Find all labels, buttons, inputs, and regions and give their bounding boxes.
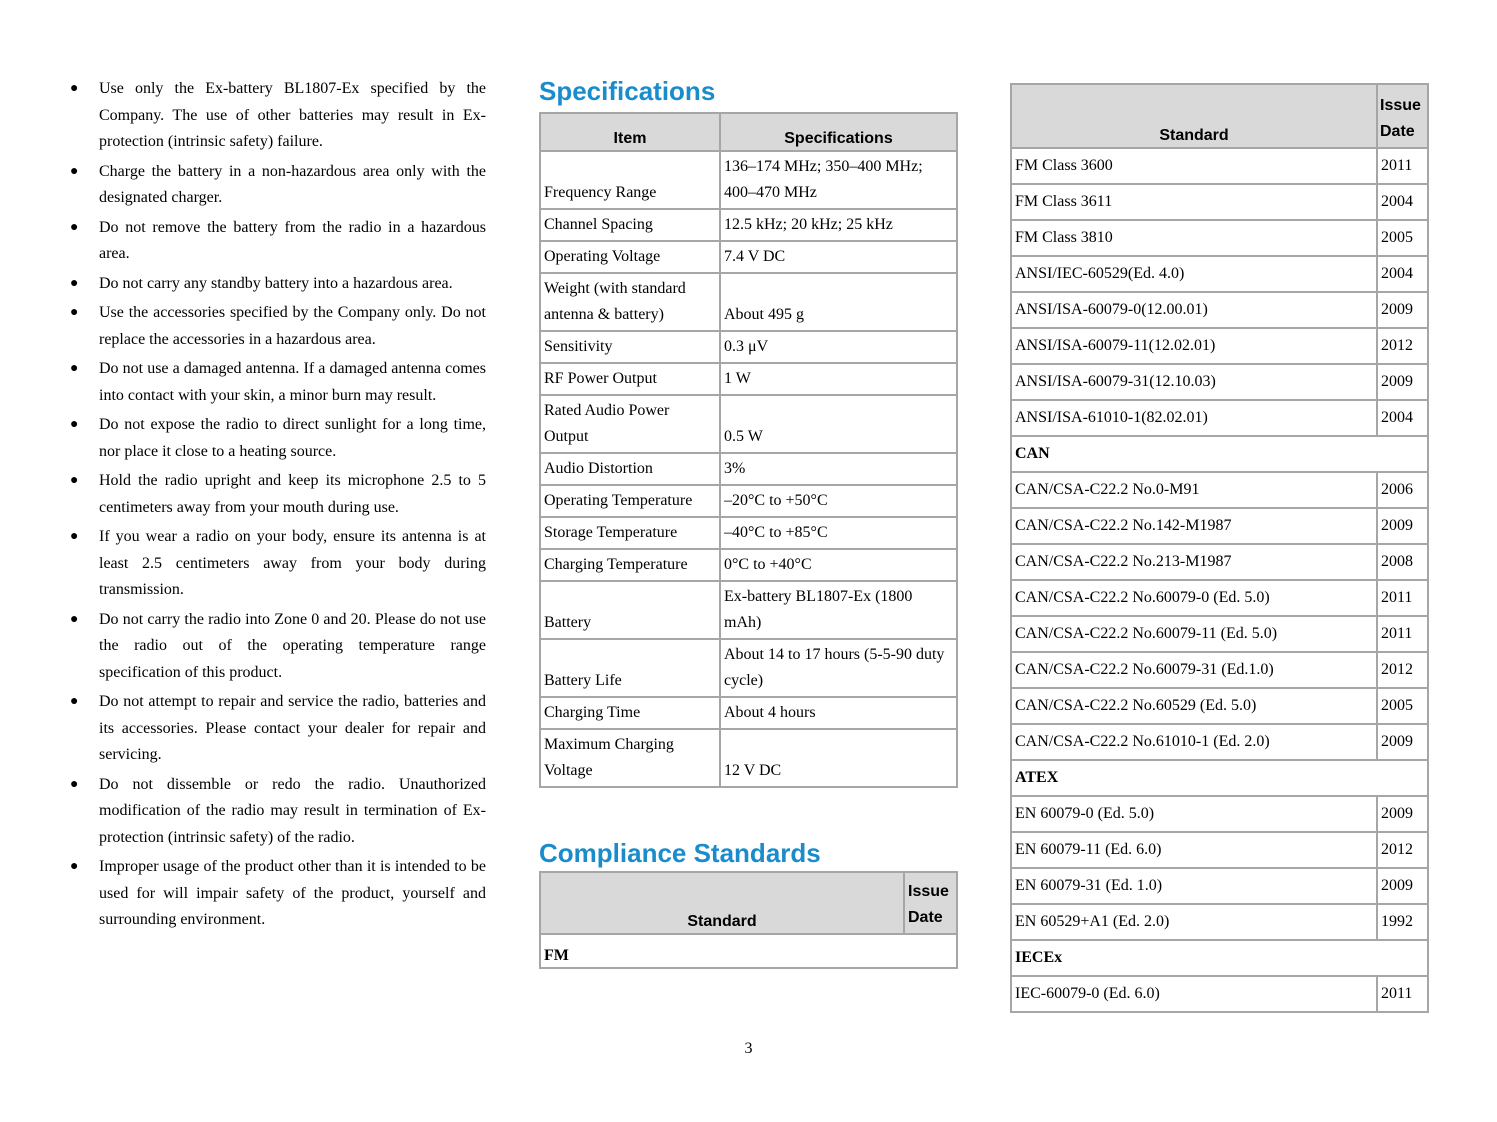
list-item [68, 607, 486, 687]
list-item-text: Do not expose the radio to direct sunlight for a long time, nor place it close to a heating source. [99, 416, 486, 460]
spec-value-cell: 0°C to +40°C [720, 549, 957, 581]
spec-value-cell: 1 W [720, 363, 957, 395]
issue-date-cell: 2012 [1377, 832, 1428, 868]
column-header-standard: Standard [540, 872, 904, 934]
standard-cell: EN 60079-31 (Ed. 1.0) [1011, 868, 1377, 904]
spec-item-cell: Sensitivity [540, 331, 720, 363]
standard-cell: EN 60079-11 (Ed. 6.0) [1011, 832, 1377, 868]
list-item-text: Do not use a damaged antenna. If a damaged antenna comes into contact with your skin, a minor burn may result. [99, 360, 486, 404]
spec-value-cell: Ex-battery BL1807-Ex (1800 mAh) [720, 581, 957, 639]
list-item [68, 271, 486, 298]
table-row [1011, 220, 1428, 256]
group-label: ATEX [1011, 760, 1428, 796]
table-row [1011, 832, 1428, 868]
table-row [540, 209, 957, 241]
list-item-text: Improper usage of the product other than it is intended to be used for will impair safety of the product, yourself and surrounding environment. [99, 858, 486, 928]
issue-date-cell: 2012 [1377, 652, 1428, 688]
issue-date-cell: 2005 [1377, 220, 1428, 256]
spec-value-cell: 136–174 MHz; 350–400 MHz; 400–470 MHz [720, 151, 957, 209]
issue-date-cell: 2009 [1377, 724, 1428, 760]
bullet-icon: ● [70, 305, 79, 320]
list-item [68, 412, 486, 465]
list-item-text: Hold the radio upright and keep its microphone 2.5 to 5 centimeters away from your mouth during use. [99, 472, 486, 516]
spec-item-cell: Channel Spacing [540, 209, 720, 241]
group-label: IECEx [1011, 940, 1428, 976]
table-row [1011, 256, 1428, 292]
issue-date-cell: 2009 [1377, 796, 1428, 832]
table-row [540, 331, 957, 363]
table-row [1011, 508, 1428, 544]
issue-date-cell: 2008 [1377, 544, 1428, 580]
table-row [540, 363, 957, 395]
list-item [68, 300, 486, 353]
column-header-item: Item [540, 113, 720, 151]
column-header-issue-date: Issue Date [1377, 84, 1428, 148]
spec-item-cell: Charging Time [540, 697, 720, 729]
standard-cell: FM Class 3600 [1011, 148, 1377, 184]
table-row [1011, 292, 1428, 328]
table-row [1011, 544, 1428, 580]
standard-cell: CAN/CSA-C22.2 No.213-M1987 [1011, 544, 1377, 580]
compliance-standards-title: Compliance Standards [539, 838, 821, 868]
table-row [1011, 580, 1428, 616]
issue-date-cell: 2012 [1377, 328, 1428, 364]
list-item [68, 689, 486, 769]
standard-cell: CAN/CSA-C22.2 No.142-M1987 [1011, 508, 1377, 544]
column-header-specifications: Specifications [720, 113, 957, 151]
table-row [1011, 724, 1428, 760]
table-row [1011, 148, 1428, 184]
issue-date-cell: 2011 [1377, 580, 1428, 616]
bullet-icon: ● [70, 529, 79, 544]
issue-date-cell: 2011 [1377, 976, 1428, 1012]
spec-item-cell: Operating Temperature [540, 485, 720, 517]
table-row [1011, 436, 1428, 472]
spec-value-cell: 0.3 μV [720, 331, 957, 363]
spec-value-cell: About 495 g [720, 273, 957, 331]
table-row [1011, 904, 1428, 940]
standard-cell: ANSI/ISA-60079-0(12.00.01) [1011, 292, 1377, 328]
specifications-table [539, 112, 958, 788]
list-item-text: Do not dissemble or redo the radio. Unauthorized modification of the radio may result in termination of Ex-protection (intrinsic safety) of the radio. [99, 775, 486, 846]
spec-item-cell: Maximum Charging Voltage [540, 729, 720, 787]
specifications-title: Specifications [539, 76, 716, 106]
spec-item-cell: Audio Distortion [540, 453, 720, 485]
spec-item-cell: Charging Temperature [540, 549, 720, 581]
group-label-fm: FM [540, 934, 957, 968]
issue-date-cell: 2009 [1377, 508, 1428, 544]
issue-date-cell: 2005 [1377, 688, 1428, 724]
spec-item-cell: Operating Voltage [540, 241, 720, 273]
group-label: CAN [1011, 436, 1428, 472]
list-item [68, 159, 486, 212]
list-item [68, 524, 486, 604]
standard-cell: ANSI/ISA-60079-31(12.10.03) [1011, 364, 1377, 400]
table-row [540, 273, 957, 331]
list-item-text: If you wear a radio on your body, ensure its antenna is at least 2.5 centimeters away from your body during transmission. [99, 528, 486, 598]
table-header-row [540, 872, 957, 934]
table-row [540, 934, 957, 968]
spec-item-cell: RF Power Output [540, 363, 720, 395]
standard-cell: FM Class 3810 [1011, 220, 1377, 256]
list-item [68, 854, 486, 934]
standard-cell: CAN/CSA-C22.2 No.60079-31 (Ed.1.0) [1011, 652, 1377, 688]
table-row [540, 639, 957, 697]
list-item-text: Use the accessories specified by the Company only. Do not replace the accessories in a hazardous area. [99, 304, 486, 348]
compliance-table-part2 [1010, 83, 1429, 1013]
spec-item-cell: Rated Audio Power Output [540, 395, 720, 453]
issue-date-cell: 2004 [1377, 184, 1428, 220]
standard-cell: EN 60079-0 (Ed. 5.0) [1011, 796, 1377, 832]
table-row [540, 241, 957, 273]
issue-date-cell: 2009 [1377, 292, 1428, 328]
column-header-issue-date: Issue Date [904, 872, 957, 934]
table-row [1011, 616, 1428, 652]
issue-date-cell: 2006 [1377, 472, 1428, 508]
bullet-icon: ● [70, 275, 79, 291]
bullet-icon: ● [70, 611, 79, 627]
spec-value-cell: 0.5 W [720, 395, 957, 453]
table-row [540, 151, 957, 209]
bullet-icon: ● [70, 81, 79, 96]
bullet-icon: ● [70, 361, 79, 376]
table-row [1011, 760, 1428, 796]
issue-date-cell: 2009 [1377, 364, 1428, 400]
safety-precautions-list [68, 76, 486, 937]
issue-date-cell: 2004 [1377, 400, 1428, 436]
table-row [1011, 328, 1428, 364]
list-item [68, 76, 486, 156]
table-row [540, 729, 957, 787]
standard-cell: CAN/CSA-C22.2 No.60079-0 (Ed. 5.0) [1011, 580, 1377, 616]
list-item-text: Do not attempt to repair and service the radio, batteries and its accessories. Please contact your dealer for repair and servicing. [99, 693, 486, 763]
standard-cell: CAN/CSA-C22.2 No.60079-11 (Ed. 5.0) [1011, 616, 1377, 652]
issue-date-cell: 2009 [1377, 868, 1428, 904]
table-row [540, 517, 957, 549]
table-row [1011, 400, 1428, 436]
spec-item-cell: Battery Life [540, 639, 720, 697]
bullet-icon: ● [70, 694, 79, 709]
spec-value-cell: About 14 to 17 hours (5-5-90 duty cycle) [720, 639, 957, 697]
list-item-text: Do not carry the radio into Zone 0 and 20. Please do not use the radio out of the operating temperature range specification of this product. [99, 610, 486, 681]
bullet-icon: ● [70, 859, 79, 874]
standard-cell: CAN/CSA-C22.2 No.61010-1 (Ed. 2.0) [1011, 724, 1377, 760]
standard-cell: ANSI/ISA-60079-11(12.02.01) [1011, 328, 1377, 364]
column-header-standard: Standard [1011, 84, 1377, 148]
bullet-icon: ● [70, 219, 79, 235]
compliance-table-part1 [539, 871, 958, 969]
issue-date-cell: 2004 [1377, 256, 1428, 292]
table-row [540, 549, 957, 581]
table-row [1011, 796, 1428, 832]
table-row [1011, 652, 1428, 688]
table-row [540, 581, 957, 639]
list-item-text: Charge the battery in a non-hazardous area only with the designated charger. [99, 162, 486, 206]
list-item [68, 356, 486, 409]
table-row [1011, 184, 1428, 220]
table-header-row [1011, 84, 1428, 148]
spec-value-cell: 3% [720, 453, 957, 485]
list-item-text: Do not remove the battery from the radio in a hazardous area. [99, 218, 486, 262]
spec-value-cell: 12.5 kHz; 20 kHz; 25 kHz [720, 209, 957, 241]
bullet-icon: ● [70, 163, 79, 179]
bullet-icon: ● [70, 473, 79, 488]
standard-cell: ANSI/ISA-61010-1(82.02.01) [1011, 400, 1377, 436]
list-item-text: Use only the Ex-battery BL1807-Ex specified by the Company. The use of other batteries may result in Ex-protection (intrinsic safety) failure. [99, 80, 486, 150]
standard-cell: CAN/CSA-C22.2 No.0-M91 [1011, 472, 1377, 508]
standard-cell: CAN/CSA-C22.2 No.60529 (Ed. 5.0) [1011, 688, 1377, 724]
table-row [540, 697, 957, 729]
standard-cell: FM Class 3611 [1011, 184, 1377, 220]
spec-value-cell: About 4 hours [720, 697, 957, 729]
standard-cell: EN 60529+A1 (Ed. 2.0) [1011, 904, 1377, 940]
spec-value-cell: –40°C to +85°C [720, 517, 957, 549]
list-item [68, 215, 486, 268]
spec-item-cell: Frequency Range [540, 151, 720, 209]
spec-value-cell: 7.4 V DC [720, 241, 957, 273]
spec-value-cell: 12 V DC [720, 729, 957, 787]
spec-item-cell: Storage Temperature [540, 517, 720, 549]
table-row [540, 395, 957, 453]
list-item-text: Do not carry any standby battery into a hazardous area. [99, 274, 453, 292]
bullet-icon: ● [70, 417, 79, 432]
standard-cell: ANSI/IEC-60529(Ed. 4.0) [1011, 256, 1377, 292]
table-row [540, 485, 957, 517]
list-item [68, 772, 486, 852]
table-header-row [540, 113, 957, 151]
list-item [68, 468, 486, 521]
issue-date-cell: 1992 [1377, 904, 1428, 940]
table-row [540, 453, 957, 485]
table-row [1011, 940, 1428, 976]
table-row [1011, 472, 1428, 508]
table-row [1011, 976, 1428, 1012]
spec-value-cell: –20°C to +50°C [720, 485, 957, 517]
table-row [1011, 868, 1428, 904]
spec-item-cell: Battery [540, 581, 720, 639]
spec-item-cell: Weight (with standard antenna & battery) [540, 273, 720, 331]
standard-cell: IEC-60079-0 (Ed. 6.0) [1011, 976, 1377, 1012]
bullet-icon: ● [70, 776, 79, 792]
page-number: 3 [744, 1040, 753, 1057]
table-row [1011, 364, 1428, 400]
table-row [1011, 688, 1428, 724]
issue-date-cell: 2011 [1377, 616, 1428, 652]
issue-date-cell: 2011 [1377, 148, 1428, 184]
